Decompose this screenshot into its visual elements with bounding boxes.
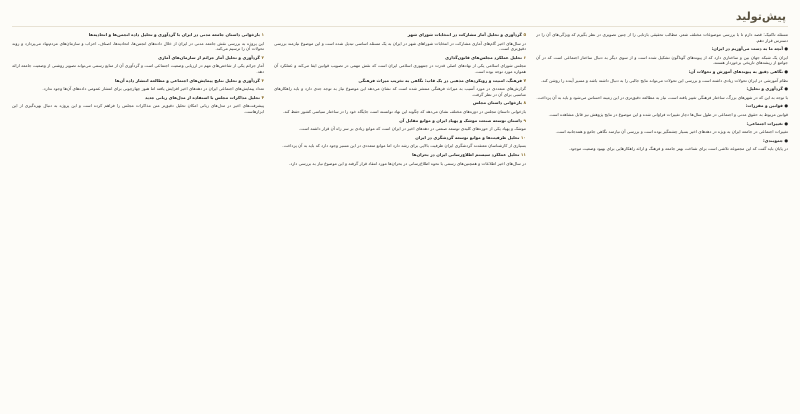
section-heading bbox=[536, 86, 788, 92]
body-paragraph: ایران یک شبکه جهان بین و ساختاری دارد که از پیوندهای گوناگون تشکیل شده است و از سوی دیگر به دنبال ساختار اجتماعی است که در آن جوامع از ریشه‌های تاریخی برخوردار هستند. bbox=[536, 54, 788, 66]
section-number: ۳ bbox=[261, 77, 264, 83]
column-right bbox=[536, 32, 788, 408]
section-heading-text: داستان توسعه صنعت موشک و پهپاد ایران و موانع مقابل آن bbox=[399, 117, 522, 123]
section-heading-text: بازخوانی داستان مجلس bbox=[472, 100, 522, 106]
body-paragraph: با توجه به این که در شهرهای بزرگ، ساختار فرهنگی تغییر یافته است، نیاز به مطالعه دقیق‌تری در این زمینه احساس می‌شود و باید به آن پرداخت. bbox=[536, 94, 788, 100]
section-number: ۹ bbox=[523, 117, 526, 123]
column-middle bbox=[274, 32, 526, 408]
section-heading bbox=[536, 121, 788, 127]
body-paragraph: تغییرات اجتماعی در جامعه ایران به ویژه در دهه‌های اخیر بسیار چشمگیر بوده است و بررسی آن نیازمند نگاهی جامع و همه‌جانبه است. bbox=[555, 129, 788, 135]
section-number: ۷ bbox=[523, 77, 526, 83]
section-heading-text: تحلیل عملکرد مجلس‌های قانون‌گذاری bbox=[445, 54, 522, 60]
section-heading-text: فرهنگ، امنیت و رویکردهای مذهبی در یک قاب: نگاهی به تخریب میراث فرهنگی bbox=[358, 77, 522, 83]
section-number: ۲ bbox=[261, 54, 264, 60]
body-paragraph: نظام آموزشی در ایران تحولات زیادی داشته است و بررسی این تحولات می‌تواند نتایج جالبی را به دنبال داشته باشد و مسیر آینده را روشن کند. bbox=[540, 77, 788, 83]
section-heading bbox=[12, 78, 264, 84]
body-paragraph: این پروژه به بررسی نقش جامعه مدنی در ایران از خلال داده‌های انجمن‌ها، اتحادیه‌ها، اصناف، احزاب و سازمان‌های مردم‌نهاد می‌پردازد و روند تحولات آن را ترسیم می‌کند. bbox=[12, 40, 264, 52]
section-number: ۱ bbox=[261, 32, 264, 37]
section-heading-text: ● نگاهی دقیق به پیوندهای آموزش و تحولات آن: bbox=[688, 68, 788, 74]
section-heading-text: ● تغییرات اجتماعی: bbox=[746, 120, 788, 126]
section-heading-text: ● آنچه ما به دست می‌آوریم در ایران: bbox=[711, 46, 788, 52]
body-paragraph: در پایان باید گفت که این مجموعه تلاشی است برای شناخت بهتر جامعه و فرهنگ و ارائه راهکارهایی برای بهبود وضعیت موجود. bbox=[568, 146, 788, 152]
body-paragraph: پیشرفت‌های اخیر در مدل‌های زبانی امکان تحلیل دقیق‌تر متن مذاکرات مجلس را فراهم کرده است و این پروژه به دنبال بهره‌گیری از این ابزارهاست. bbox=[12, 103, 264, 114]
section-heading-text: تحلیل عملکرد سیستم اطلاع‌رسانی ایران در بحران‌ها bbox=[412, 151, 520, 157]
section-heading-text: بازخوانی داستان جامعه مدنی در ایران با گردآوری و تحلیل داده انجمن‌ها و اتحادیه‌ها bbox=[88, 32, 260, 37]
section-heading bbox=[274, 152, 526, 158]
section-number: ۶ bbox=[523, 54, 526, 60]
body-paragraph: قوانین مربوط به حقوق مدنی و اجتماعی در طول سال‌ها دچار تغییرات فراوانی شده و این موضوع در نتایج پژوهش نیز قابل مشاهده است. bbox=[548, 111, 788, 117]
section-heading bbox=[12, 55, 264, 61]
section-heading-text: گردآوری و تحلیل نتایج پیمایش‌های اجتماعی و مطالعه انتشار داده آن‌ها bbox=[115, 77, 260, 83]
section-heading bbox=[536, 138, 788, 144]
body-paragraph: بازخوانی داستان مجلس در دوره‌های مختلف نشان می‌دهد که چگونه این نهاد توانسته است جایگاه خود را در ساختار سیاسی کشور حفظ کند. bbox=[282, 108, 526, 114]
columns-container bbox=[12, 32, 788, 408]
body-paragraph: مجلس شورای اسلامی یکی از نهادهای اصلی قدرت در جمهوری اسلامی ایران است که نقش مهمی در تصویب قوانین ایفا می‌کند و عملکرد آن همواره مورد توجه بوده است. bbox=[274, 63, 526, 74]
body-paragraph: در سال‌های اخیر اطلاعات و همچنین‌های رسمی با نحوه اطلاع‌رسانی در بحران‌ها مورد انتقاد قرار گرفته و این موضوع نیاز به بررسی دارد. bbox=[289, 160, 526, 166]
section-heading bbox=[274, 55, 526, 61]
section-number: ۵ bbox=[523, 32, 526, 37]
section-heading-text: گردآوری و تحلیل آمار مشارکت در انتخابات شورای شهر bbox=[407, 32, 522, 37]
header-divider bbox=[12, 26, 788, 27]
section-number: ۸ bbox=[523, 100, 526, 106]
column-left bbox=[12, 32, 264, 408]
section-heading bbox=[12, 95, 264, 101]
section-heading bbox=[274, 135, 526, 141]
body-paragraph: تعداد پیمایش‌های اجتماعی ایران در دهه‌های اخیر افزایش یافته اما هنوز چهارچوبی برای انتشار عمومی داده‌های آن‌ها وجود ندارد. bbox=[42, 86, 264, 92]
body-paragraph: گزارش‌های متعددی در مورد آسیب به میراث فرهنگی منتشر شده است که نشان می‌دهد این موضوع نیاز به توجه جدی دارد و باید راهکارهای مناسبی برای آن در نظر گرفت. bbox=[274, 86, 526, 97]
section-heading bbox=[536, 69, 788, 75]
section-heading bbox=[536, 103, 788, 109]
section-heading bbox=[274, 118, 526, 124]
page-title: پیش‌تولید bbox=[735, 10, 786, 23]
section-heading bbox=[274, 100, 526, 106]
section-heading-text: تحلیل ظرفیت‌ها و موانع توسعه گردشگری در ایران bbox=[415, 134, 520, 140]
section-heading bbox=[274, 78, 526, 84]
body-paragraph: در سال‌های اخیر گام‌های آماری مشارکت در انتخابات شوراهای شهر در ایران به یک مسئله اساسی تبدیل شده است و این موضوع نیازمند بررسی دقیق‌تری است. bbox=[274, 40, 526, 52]
section-heading-text: ● جمع‌بندی: bbox=[762, 137, 788, 143]
section-heading bbox=[274, 32, 526, 38]
section-heading-text: ● گردآوری و تحلیل: bbox=[746, 86, 788, 92]
section-heading-text: گردآوری و تحلیل آمار جرائم از سازمان‌های آماری bbox=[158, 54, 260, 60]
section-heading bbox=[536, 46, 788, 52]
section-number: ۴ bbox=[261, 94, 264, 100]
body-paragraph: بسیاری از کارشناسان معتقدند گردشگری ایران ظرفیت بالایی برای رشد دارد اما موانع متعددی در این مسیر وجود دارد که باید به آن پرداخت. bbox=[282, 143, 526, 149]
section-number: ۱۰ bbox=[520, 134, 526, 140]
section-heading-text: ● قوانین و مقررات: bbox=[745, 103, 788, 109]
body-paragraph: موشک و پهپاد یکی از حوزه‌های کلیدی توسعه صنعتی در دهه‌های اخیر در ایران است که موانع زیادی بر سر راه آن قرار داشته است. bbox=[298, 126, 526, 132]
intro-paragraph: مسئله تاکتیک: قصد دارم تا با بررسی موضوعات مختلف شعر، مطالب تحقیقی بازتابی را از چنین تصویری در نظر بگیرم که ویژگی‌های آن را در دسترس قرار دهم. bbox=[536, 32, 788, 43]
body-paragraph: آمار جرائم یکی از شاخص‌های مهم در ارزیابی وضعیت اجتماعی است و گردآوری آن از منابع رسمی می‌تواند تصویر روشنی از وضعیت جامعه ارائه دهد. bbox=[12, 63, 264, 74]
section-heading bbox=[12, 32, 264, 38]
section-number: ۱۱ bbox=[520, 151, 526, 157]
section-heading-text: تحلیل مذاکرات مجلس با استفاده از مدل‌های زبانی جدید bbox=[144, 94, 260, 100]
